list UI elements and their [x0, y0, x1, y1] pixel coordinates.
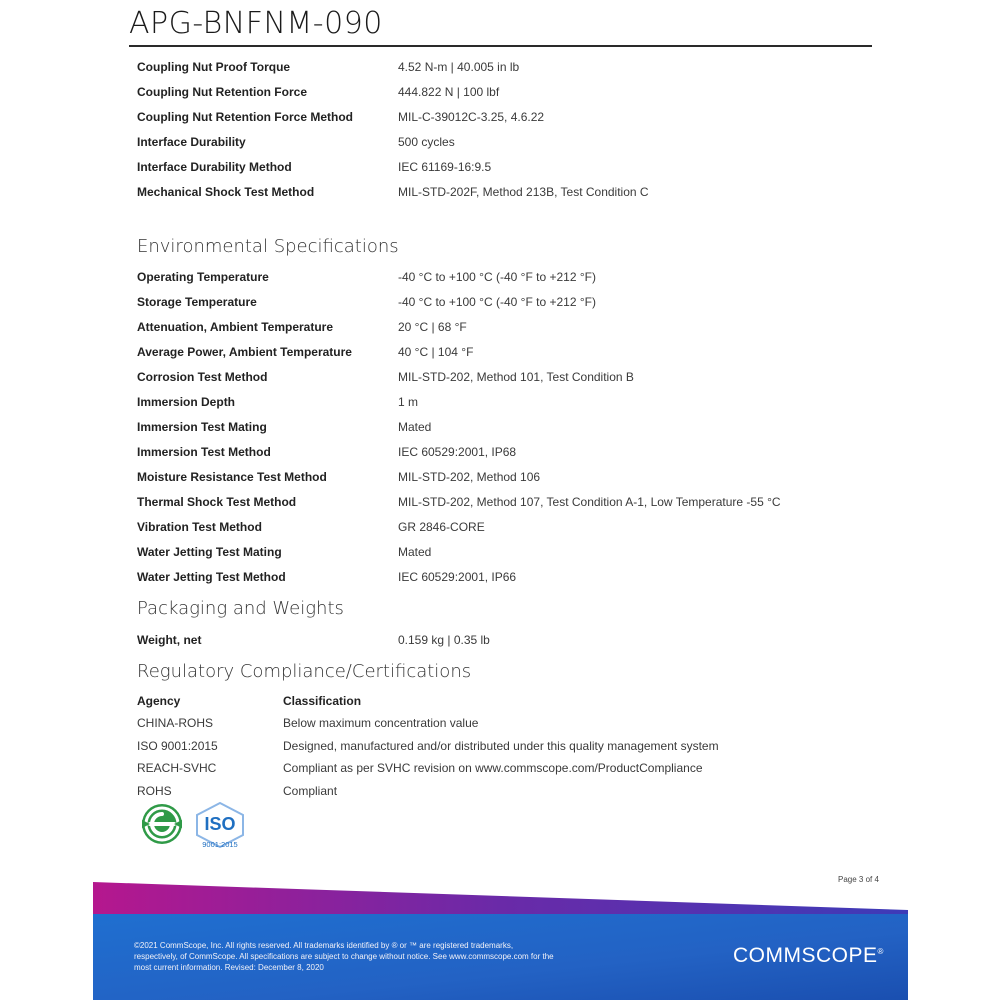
spec-value: 1 m [398, 395, 419, 409]
spec-row [137, 295, 877, 320]
spec-row [137, 470, 877, 495]
spec-value: 0.159 kg | 0.35 lb [398, 633, 490, 647]
spec-label: Weight, net [137, 633, 202, 647]
spec-label: Storage Temperature [137, 295, 257, 309]
spec-row [137, 445, 877, 470]
spec-value: MIL-C-39012C-3.25, 4.6.22 [398, 110, 545, 124]
table-row [137, 761, 877, 784]
spec-label: Operating Temperature [137, 270, 269, 284]
iso-9001-icon [192, 802, 248, 850]
brand-registered-mark: ® [877, 947, 884, 956]
spec-label: Coupling Nut Retention Force [137, 85, 307, 99]
column-header-agency: Agency [137, 694, 181, 708]
spec-value: 4.52 N-m | 40.005 in lb [398, 60, 520, 74]
spec-row [137, 345, 877, 370]
iso-logo-subtext: 9001:2015 [202, 840, 238, 849]
spec-value: 20 °C | 68 °F [398, 320, 467, 334]
spec-value: MIL-STD-202F, Method 213B, Test Condition C [398, 185, 649, 199]
spec-row [137, 60, 877, 85]
spec-value: IEC 60529:2001, IP68 [398, 445, 517, 459]
spec-row [137, 395, 877, 420]
spec-label: Mechanical Shock Test Method [137, 185, 315, 199]
footer-legal-text [134, 940, 654, 973]
page-number: Page 3 of 4 [838, 875, 879, 884]
spec-row [137, 495, 877, 520]
spec-row [137, 633, 877, 658]
spec-value: Mated [398, 545, 432, 559]
spec-value: -40 °C to +100 °C (-40 °F to +212 °F) [398, 295, 596, 309]
spec-value: 40 °C | 104 °F [398, 345, 474, 359]
spec-row [137, 270, 877, 295]
spec-row [137, 320, 877, 345]
commscope-logo [733, 944, 884, 968]
certification-logos [138, 802, 248, 850]
section-heading-packaging: Packaging and Weights [137, 598, 344, 619]
spec-label: Vibration Test Method [137, 520, 262, 534]
spec-label: Coupling Nut Proof Torque [137, 60, 291, 74]
spec-value: MIL-STD-202, Method 107, Test Condition A-1, Low Temperature -55 °C [398, 495, 781, 509]
agency-cell: REACH-SVHC [137, 761, 217, 775]
spec-row [137, 160, 877, 185]
spec-label: Immersion Depth [137, 395, 236, 409]
agency-cell: ISO 9001:2015 [137, 738, 218, 753]
spec-value: MIL-STD-202, Method 101, Test Condition B [398, 370, 634, 384]
spec-label: Water Jetting Test Method [137, 570, 286, 584]
document-title: APG-BNFNM-090 [129, 6, 383, 41]
agency-cell: CHINA-ROHS [137, 716, 214, 730]
spec-row [137, 420, 877, 445]
column-header-classification: Classification [283, 694, 362, 708]
spec-row [137, 570, 877, 595]
spec-row [137, 370, 877, 395]
spec-value: IEC 61169-16:9.5 [398, 160, 492, 174]
legal-line: respectively, of CommScope. All specifications are subject to change without notice. See www.commscope.com for the [134, 952, 554, 961]
spec-label: Immersion Test Method [137, 445, 271, 459]
spec-value: 444.822 N | 100 lbf [398, 85, 500, 99]
agency-cell: ROHS [137, 783, 172, 798]
classification-cell: Compliant [283, 783, 338, 798]
spec-value: 500 cycles [398, 135, 455, 149]
brand-name: COMMSCOPE [733, 944, 878, 967]
table-row [137, 784, 877, 807]
title-divider [129, 45, 872, 47]
spec-row [137, 545, 877, 570]
regulatory-table-header [137, 694, 877, 716]
mechanical-spec-table [137, 60, 877, 210]
spec-label: Interface Durability [137, 135, 246, 149]
legal-line: ©2021 CommScope, Inc. All rights reserved. All trademarks identified by ® or ™ are registered trademarks, [134, 941, 514, 950]
environmental-spec-table [137, 270, 877, 595]
spec-label: Water Jetting Test Mating [137, 545, 282, 559]
classification-cell: Designed, manufactured and/or distributed under this quality management system [283, 738, 719, 753]
spec-row [137, 135, 877, 160]
iso-logo-text: ISO [204, 814, 236, 834]
spec-value: GR 2846-CORE [398, 520, 485, 534]
table-row [137, 716, 877, 739]
classification-cell: Below maximum concentration value [283, 716, 479, 730]
spec-row [137, 185, 877, 210]
classification-cell: Compliant as per SVHC revision on www.commscope.com/ProductCompliance [283, 761, 703, 775]
packaging-spec-table [137, 633, 877, 658]
spec-row [137, 85, 877, 110]
spec-value: -40 °C to +100 °C (-40 °F to +212 °F) [398, 270, 596, 284]
spec-label: Corrosion Test Method [137, 370, 268, 384]
table-row [137, 739, 877, 762]
spec-label: Thermal Shock Test Method [137, 495, 297, 509]
section-heading-environmental: Environmental Specifications [137, 236, 399, 257]
spec-label: Average Power, Ambient Temperature [137, 345, 352, 359]
section-heading-regulatory: Regulatory Compliance/Certifications [137, 661, 472, 682]
spec-value: Mated [398, 420, 432, 434]
spec-row [137, 520, 877, 545]
spec-value: MIL-STD-202, Method 106 [398, 470, 541, 484]
spec-value: IEC 60529:2001, IP66 [398, 570, 517, 584]
spec-row [137, 110, 877, 135]
footer-banner [93, 882, 908, 1000]
spec-label: Moisture Resistance Test Method [137, 470, 327, 484]
regulatory-table [137, 694, 877, 806]
spec-label: Interface Durability Method [137, 160, 292, 174]
spec-label: Coupling Nut Retention Force Method [137, 110, 353, 124]
spec-label: Attenuation, Ambient Temperature [137, 320, 334, 334]
spec-label: Immersion Test Mating [137, 420, 267, 434]
legal-line: most current information. Revised: December 8, 2020 [134, 963, 324, 972]
